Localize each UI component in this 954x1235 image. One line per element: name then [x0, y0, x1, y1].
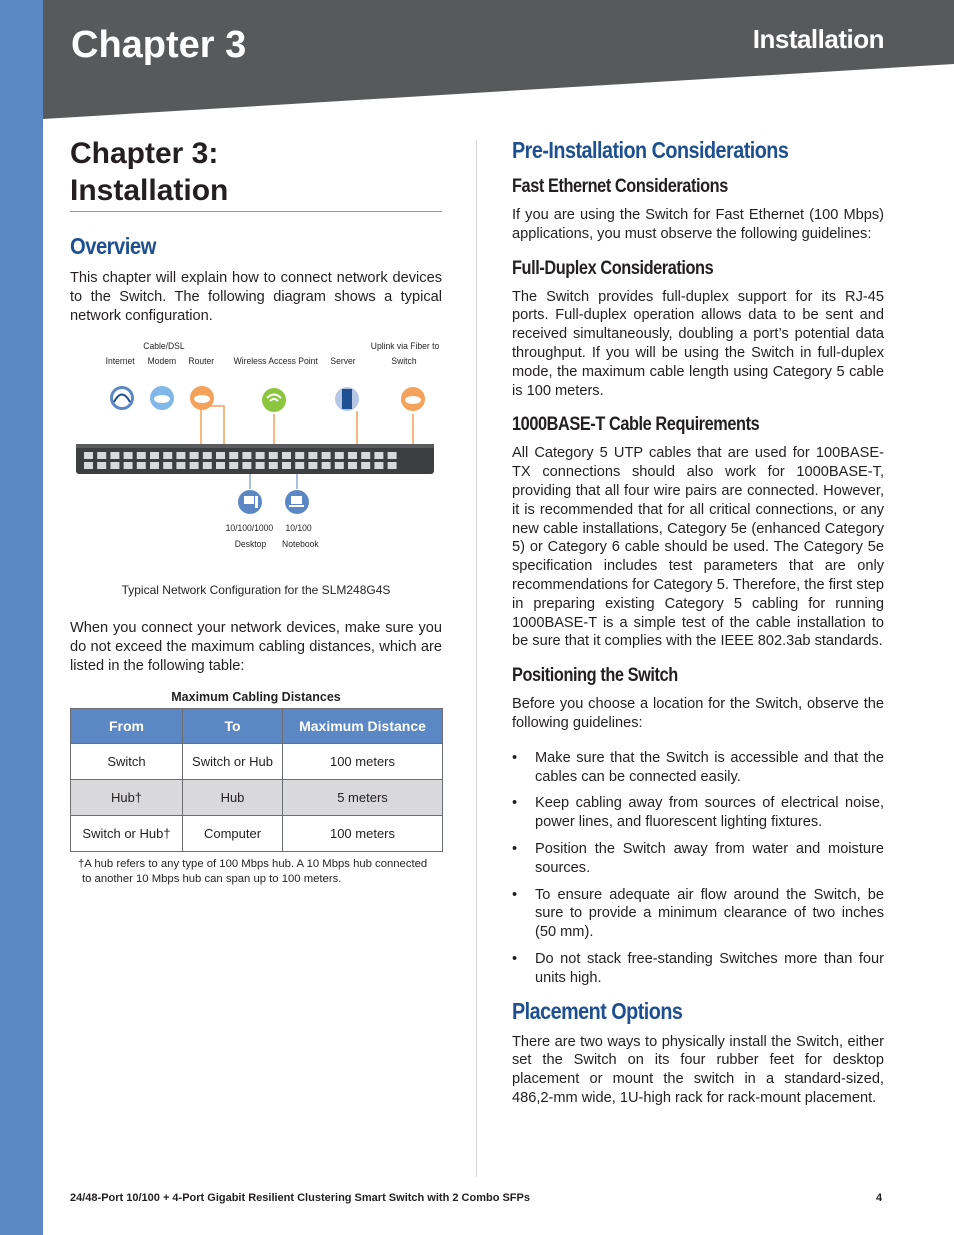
- switch-port: [322, 462, 331, 469]
- list-item: [512, 794, 884, 832]
- fast-ethernet-text: If you are using the Switch for Fast Ethernet (100 Mbps) applications, you must observe the following guidelines:: [512, 207, 884, 242]
- fast-ethernet-heading: Fast Ethernet Considerations: [512, 176, 728, 197]
- label-wireless-ap: Wireless Access Point: [233, 356, 318, 368]
- table-cell: Hub†: [71, 779, 183, 815]
- label-desktop: Desktop: [234, 539, 267, 551]
- table-header-from: From: [71, 708, 183, 743]
- desktop-icon: [238, 490, 262, 514]
- footnote-line2: to another 10 Mbps hub can span up to 100 meters.: [82, 872, 342, 885]
- label-desktop-speed: 10/100/1000: [225, 523, 274, 535]
- table-cell: 5 meters: [283, 779, 443, 815]
- switch-port: [374, 462, 383, 469]
- right-column: [512, 137, 884, 1108]
- page-number: 4: [876, 1192, 883, 1204]
- bullet-icon: •: [512, 749, 518, 766]
- switch-port: [335, 452, 344, 459]
- switch-port: [295, 462, 304, 469]
- bullet-icon: •: [512, 795, 518, 812]
- positioning-list: [512, 749, 884, 988]
- switch-port: [216, 452, 225, 459]
- switch-port: [124, 452, 133, 459]
- list-item-text: Position the Switch away from water and moisture sources.: [535, 840, 884, 876]
- switch-port: [282, 452, 291, 459]
- page-title-line1: Chapter 3:: [70, 137, 219, 170]
- switch-port: [229, 452, 238, 459]
- switch-port: [110, 452, 119, 459]
- switch-port: [176, 452, 185, 459]
- switch-port: [348, 452, 357, 459]
- header-section-label: Installation: [752, 24, 884, 54]
- footer-product-name: 24/48-Port 10/100 + 4-Port Gigabit Resilient Clustering Smart Switch with 2 Combo SFPs: [70, 1192, 530, 1204]
- label-router: Router: [188, 356, 215, 368]
- placement-heading: Placement Options: [512, 997, 683, 1024]
- switch-port: [163, 462, 172, 469]
- positioning-heading: Positioning the Switch: [512, 665, 678, 687]
- notebook-icon: [285, 490, 309, 514]
- full-duplex-text: The Switch provides full-duplex support for its RJ-45 ports. Full-duplex operation allows data to be sent and received simultaneously, doubling a port’s potential data throughput. If you will be using the Switch in full-duplex mode, the maximum cable length using Category 5 cable is 100 meters.: [512, 288, 884, 399]
- cabling-text: When you connect your network devices, make sure you do not exceed the maximum cabling distances, which are listed in the following table:: [70, 620, 442, 674]
- switch-port: [163, 452, 172, 459]
- switch-port: [269, 452, 278, 459]
- page-title-line2: Installation: [70, 174, 229, 207]
- list-item-text: Make sure that the Switch is accessible and that the cables can be connected easily.: [535, 749, 884, 785]
- switch-port: [348, 462, 357, 469]
- switch-port: [374, 452, 383, 459]
- switch-port: [308, 462, 317, 469]
- bullet-icon: •: [512, 950, 518, 967]
- switch-port: [190, 452, 199, 459]
- modem-icon: [150, 386, 174, 410]
- label-notebook-speed: 10/100: [285, 523, 312, 535]
- page-title: [70, 135, 442, 212]
- table-cell: Switch or Hub: [183, 743, 283, 779]
- label-modem: Modem: [147, 356, 177, 368]
- switch-port: [97, 462, 106, 469]
- list-item: [512, 886, 884, 942]
- header-chapter-label: Chapter 3: [71, 24, 247, 66]
- switch-port: [110, 462, 119, 469]
- cable-requirements-heading: 1000BASE-T Cable Requirements: [512, 414, 760, 436]
- table-cell: Switch: [71, 743, 183, 779]
- switch-port: [137, 452, 146, 459]
- table-footnote: [70, 857, 442, 887]
- diagram-graphic: [70, 369, 442, 529]
- switch-port: [242, 462, 251, 469]
- switch-port: [137, 462, 146, 469]
- label-uplink-line2: Switch: [391, 356, 417, 368]
- network-diagram: [70, 339, 442, 579]
- switch-port: [388, 452, 397, 459]
- label-uplink-line1: Uplink via Fiber to: [370, 341, 440, 353]
- switch-port: [190, 462, 199, 469]
- footnote-line1: †A hub refers to any type of 100 Mbps hub. A 10 Mbps hub connected: [78, 857, 428, 870]
- table-header-distance: Maximum Distance: [283, 708, 443, 743]
- switch-port: [84, 452, 93, 459]
- switch-port: [295, 452, 304, 459]
- column-divider: [476, 140, 477, 1177]
- left-sidebar-band: [0, 0, 43, 1235]
- switch-port: [97, 452, 106, 459]
- router-icon: [190, 386, 214, 410]
- switch-port: [308, 452, 317, 459]
- bullet-icon: •: [512, 886, 518, 903]
- table-cell: 100 meters: [283, 815, 443, 851]
- positioning-text: Before you choose a location for the Switch, observe the following guidelines:: [512, 696, 884, 731]
- table-row: [71, 815, 443, 851]
- switch-port: [203, 452, 212, 459]
- label-server: Server: [330, 356, 356, 368]
- list-item: [512, 749, 884, 787]
- switch-port: [269, 462, 278, 469]
- table-row: [71, 779, 443, 815]
- internet-icon: [110, 386, 134, 410]
- switch-port: [256, 452, 265, 459]
- list-item-text: Do not stack free-standing Switches more than four units high.: [535, 950, 884, 986]
- switch-port: [150, 452, 159, 459]
- switch-port: [150, 462, 159, 469]
- cable-requirements-text: All Category 5 UTP cables that are used for 100BASE-TX connections should also work for 1000BASE-T, providing that all four wire pairs are connected. However, it is recommended that for all critical connections, or any new cable installations, Category 5e (enhanced Category 5) or Category 6 cable should be used. The Category 5e specification includes test parameters that are only recommendations for Category 5. Therefore, the first step in preparing existing Category 5 cabling for running 1000BASE-T is a simple test of the cable installation to be sure that it complies with the IEEE 802.3ab standards.: [512, 445, 884, 650]
- bullet-icon: •: [512, 840, 518, 857]
- cabling-table: [70, 708, 443, 852]
- table-title: Maximum Cabling Distances: [171, 689, 341, 704]
- table-header-to: To: [183, 708, 283, 743]
- list-item: [512, 840, 884, 878]
- label-cable-dsl: Cable/DSL: [143, 341, 185, 353]
- switch-port: [229, 462, 238, 469]
- pre-installation-heading: Pre-Installation Considerations: [512, 137, 789, 163]
- switch-port: [203, 462, 212, 469]
- list-item: [512, 950, 884, 988]
- overview-heading: Overview: [70, 233, 156, 259]
- switch-port: [361, 462, 370, 469]
- uplink-switch-icon: [401, 387, 425, 411]
- overview-text: This chapter will explain how to connect network devices to the Switch. The following diagram shows a typical network configuration.: [70, 270, 442, 324]
- placement-text: There are two ways to physically install the Switch, either set the Switch on its four rubber feet for desktop placement or mount the switch in a standard-sized, 486,2-mm wide, 1U-high rack for rack-mount placement.: [512, 1033, 884, 1106]
- full-duplex-heading: Full-Duplex Considerations: [512, 257, 714, 279]
- list-item-text: Keep cabling away from sources of electrical noise, power lines, and fluorescent lighting fixtures.: [535, 795, 884, 831]
- switch-port: [216, 462, 225, 469]
- switch-port: [282, 462, 291, 469]
- switch-port: [176, 462, 185, 469]
- switch-port: [256, 462, 265, 469]
- list-item-text: To ensure adequate air flow around the Switch, be sure to provide a minimum clearance of two inches (50 mm).: [535, 886, 884, 941]
- left-column: [70, 135, 442, 887]
- switch-port: [335, 462, 344, 469]
- diagram-caption: Typical Network Configuration for the SLM248G4S: [121, 583, 391, 598]
- switch-port: [84, 462, 93, 469]
- switch-port: [388, 462, 397, 469]
- switch-port: [124, 462, 133, 469]
- switch-port: [322, 452, 331, 459]
- table-cell: 100 meters: [283, 743, 443, 779]
- wireless-ap-icon: [262, 388, 286, 412]
- switch-port: [361, 452, 370, 459]
- table-cell: Computer: [183, 815, 283, 851]
- label-internet: Internet: [105, 356, 135, 368]
- label-notebook: Notebook: [282, 539, 319, 551]
- table-cell: Switch or Hub†: [71, 815, 183, 851]
- table-row: [71, 743, 443, 779]
- server-icon: [335, 387, 359, 411]
- switch-port: [242, 452, 251, 459]
- table-cell: Hub: [183, 779, 283, 815]
